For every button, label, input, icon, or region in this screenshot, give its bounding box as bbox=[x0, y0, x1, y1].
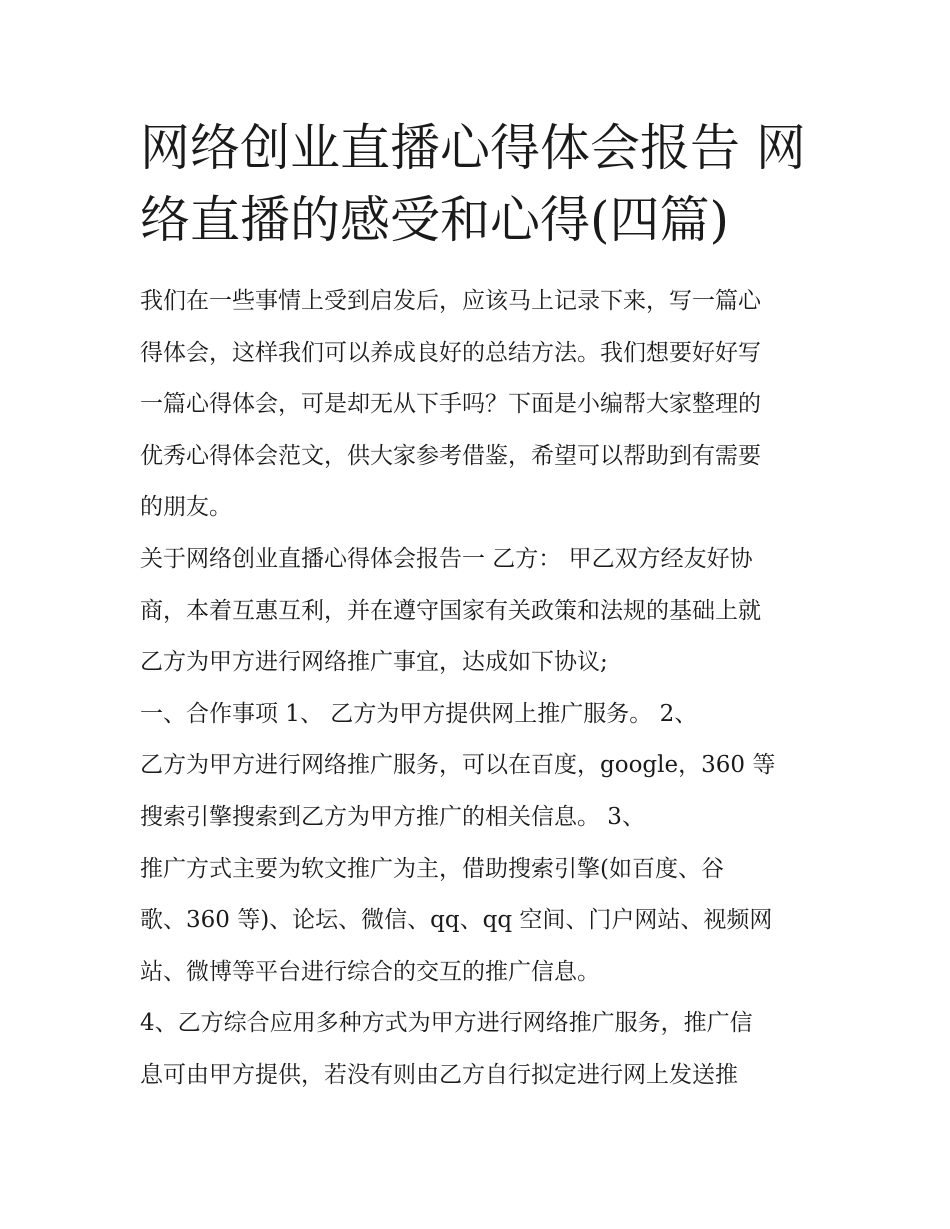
document-title bbox=[140, 112, 820, 256]
body-line: 搜索引擎搜索到乙方为甲方推广的相关信息。 3、 bbox=[140, 803, 645, 830]
body-line: 4、乙方综合应用多种方式为甲方进行网络推广服务，推广信 bbox=[140, 1010, 753, 1037]
body-line: 得体会，这样我们可以养成良好的总结方法。我们想要好好写 bbox=[140, 339, 761, 366]
body-line: 息可由甲方提供，若没有则由乙方自行拟定进行网上发送推 bbox=[140, 1061, 738, 1088]
title-line: 络直播的感受和心得(四篇) bbox=[140, 191, 730, 249]
title-line: 网络创业直播心得体会报告 网 bbox=[140, 119, 806, 177]
body-line: 优秀心得体会范文，供大家参考借鉴，希望可以帮助到有需要 bbox=[140, 442, 761, 469]
body-line: 乙方为甲方进行网络推广事宜，达成如下协议; bbox=[140, 649, 608, 676]
body-line: 商，本着互惠互利，并在遵守国家有关政策和法规的基础上就 bbox=[140, 597, 761, 624]
document-body bbox=[140, 276, 830, 1102]
body-line: 乙方为甲方进行网络推广服务，可以在百度，google，360 等 bbox=[140, 752, 776, 779]
body-line: 站、微博等平台进行综合的交互的推广信息。 bbox=[140, 958, 600, 985]
body-line: 关于网络创业直播心得体会报告一 乙方： 甲乙双方经友好协 bbox=[140, 545, 753, 572]
body-line: 我们在一些事情上受到启发后，应该马上记录下来，写一篇心 bbox=[140, 288, 761, 314]
body-line: 的朋友。 bbox=[140, 494, 232, 521]
body-line: 推广方式主要为软文推广为主，借助搜索引擎(如百度、谷 bbox=[140, 855, 724, 882]
body-line: 一、合作事项 1、 乙方为甲方提供网上推广服务。 2、 bbox=[140, 700, 698, 727]
body-line: 歌、360 等)、论坛、微信、qq、qq 空间、门户网站、视频网 bbox=[140, 907, 773, 934]
body-line: 一篇心得体会，可是却无从下手吗？下面是小编帮大家整理的 bbox=[140, 391, 761, 418]
